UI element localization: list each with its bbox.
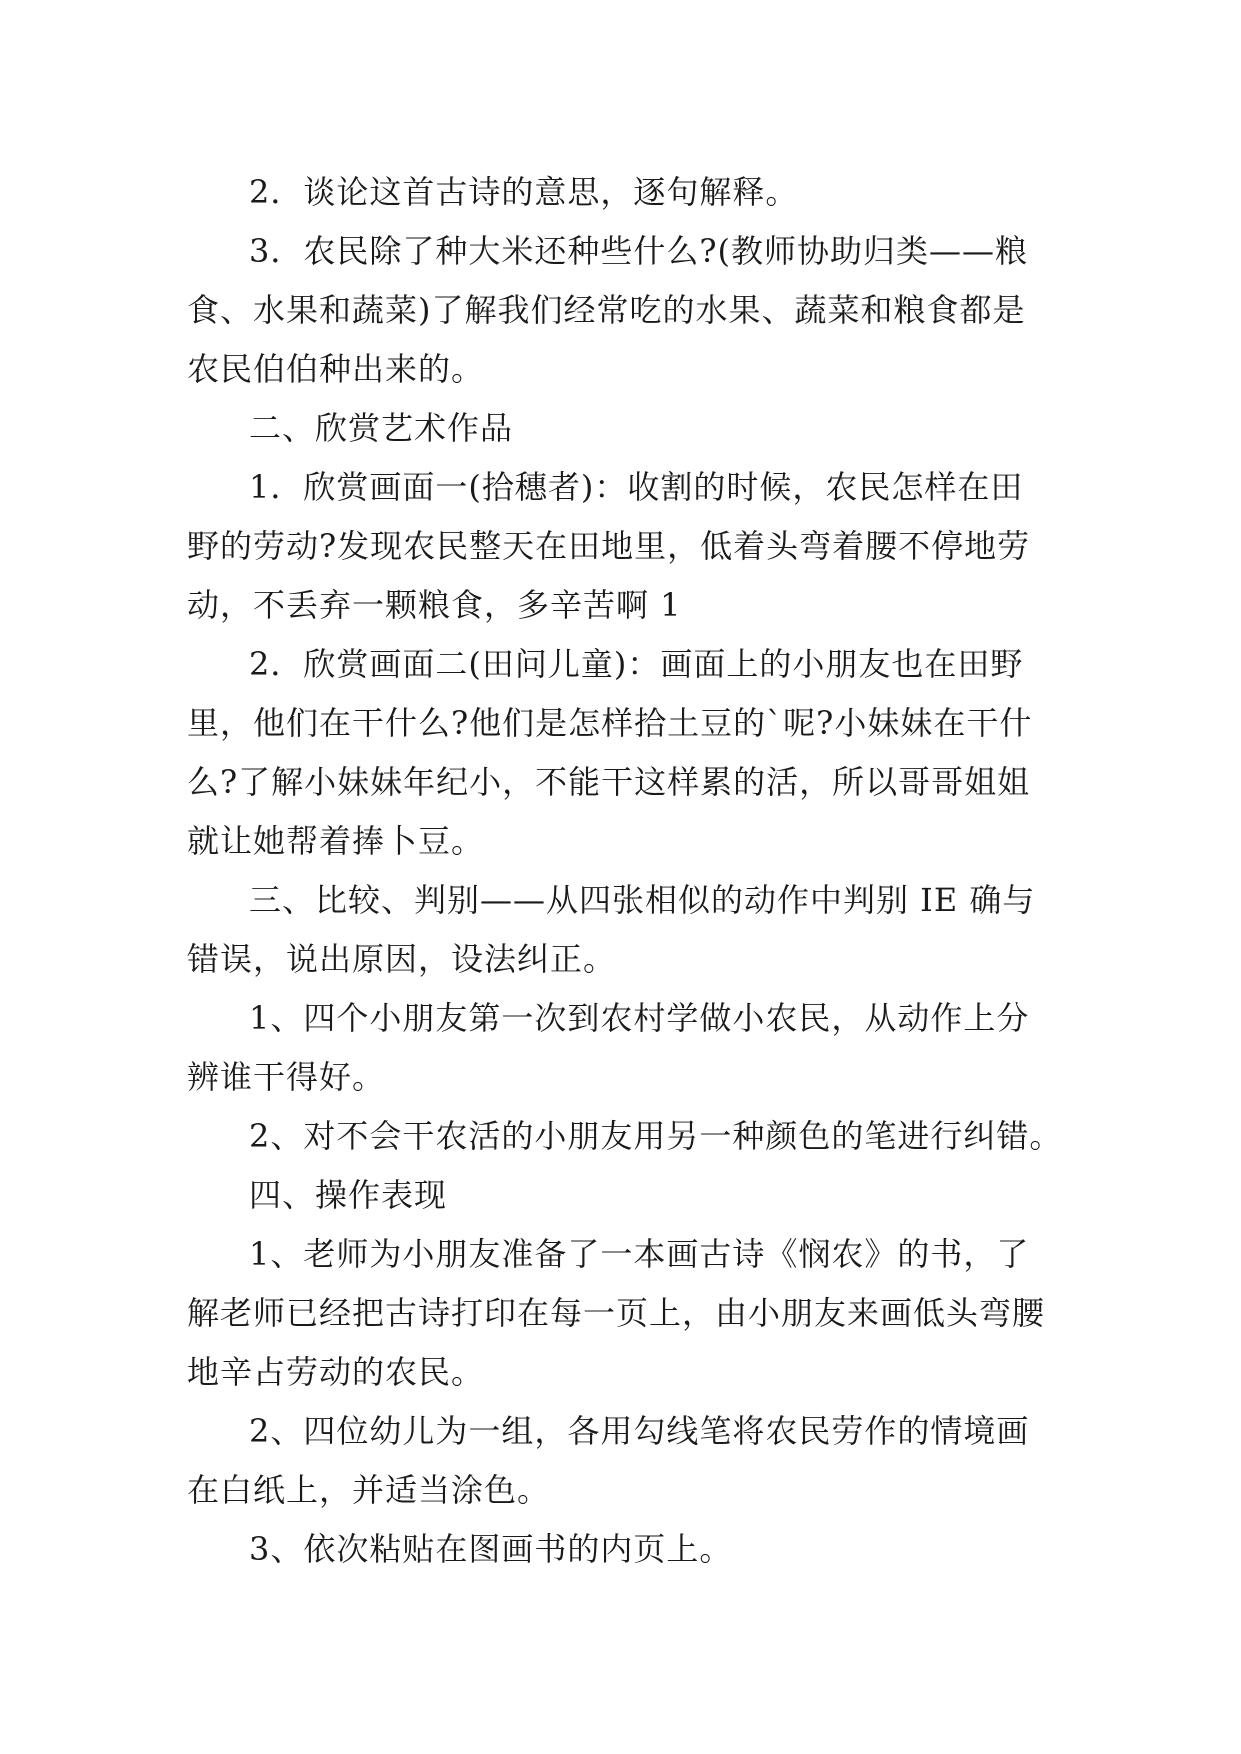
text-line: 就让她帮着捧卜豆。 — [187, 822, 485, 860]
paragraph — [187, 399, 1067, 458]
text-line: 2、四位幼儿为一组，各用勾线笔将农民劳作的情境画 — [249, 1412, 1030, 1450]
text-line: 1、老师为小朋友准备了一本画古诗《悯农》的书，了 — [249, 1235, 1030, 1273]
paragraph — [187, 1166, 1067, 1225]
text-line: 在白纸上，并适当涂色。 — [187, 1471, 551, 1509]
paragraph — [187, 1107, 1067, 1166]
text-line: 地辛占劳动的农民。 — [187, 1353, 485, 1391]
text-line: 动，不丢弃一颗粮食，多辛苦啊 1 — [187, 586, 682, 624]
text-line: 食、水果和蔬菜)了解我们经常吃的水果、蔬菜和粮食都是 — [187, 291, 1026, 329]
text-line: 三、比较、判别——从四张相似的动作中判别 IE 确与 — [249, 881, 1036, 919]
text-line: 2、对不会干农活的小朋友用另一种颜色的笔进行纠错。 — [249, 1117, 1063, 1155]
paragraph — [187, 163, 1067, 222]
text-line: 里，他们在干什么?他们是怎样拾土豆的`呢?小妹妹在干什 — [187, 704, 1033, 742]
text-line: 农民伯伯种出来的。 — [187, 350, 485, 388]
paragraph — [187, 222, 1067, 399]
paragraph — [187, 635, 1067, 871]
text-line: 2．欣赏画面二(田问儿童)：画面上的小朋友也在田野 — [249, 645, 1024, 683]
text-line: 3．农民除了种大米还种些什么?(教师协助归类——粮 — [249, 232, 1029, 270]
paragraph — [187, 1225, 1067, 1402]
paragraph — [187, 1520, 1067, 1579]
text-line: 错误，说出原因，设法纠正。 — [187, 940, 617, 978]
text-line: 3、依次粘贴在图画书的内页上。 — [249, 1530, 733, 1568]
paragraph — [187, 458, 1067, 635]
body-text — [187, 163, 1067, 1579]
text-line: 二、欣赏艺术作品 — [249, 409, 514, 447]
text-line: 辨谁干得好。 — [187, 1058, 386, 1096]
text-line: 么?了解小妹妹年纪小，不能干这样累的活，所以哥哥姐姐 — [187, 763, 1031, 801]
text-line: 2．谈论这首古诗的意思，逐句解释。 — [249, 173, 799, 211]
text-line: 野的劳动?发现农民整天在田地里，低着头弯着腰不停地劳 — [187, 527, 1031, 565]
text-line: 解老师已经把古诗打印在每一页上，由小朋友来画低头弯腰 — [187, 1294, 1046, 1332]
paragraph — [187, 871, 1067, 989]
text-line: 四、操作表现 — [249, 1176, 448, 1214]
text-line: 1．欣赏画面一(拾穗者)：收割的时候，农民怎样在田 — [249, 468, 1024, 506]
text-line: 1、四个小朋友第一次到农村学做小农民，从动作上分 — [249, 999, 1030, 1037]
paragraph — [187, 1402, 1067, 1520]
paragraph — [187, 989, 1067, 1107]
